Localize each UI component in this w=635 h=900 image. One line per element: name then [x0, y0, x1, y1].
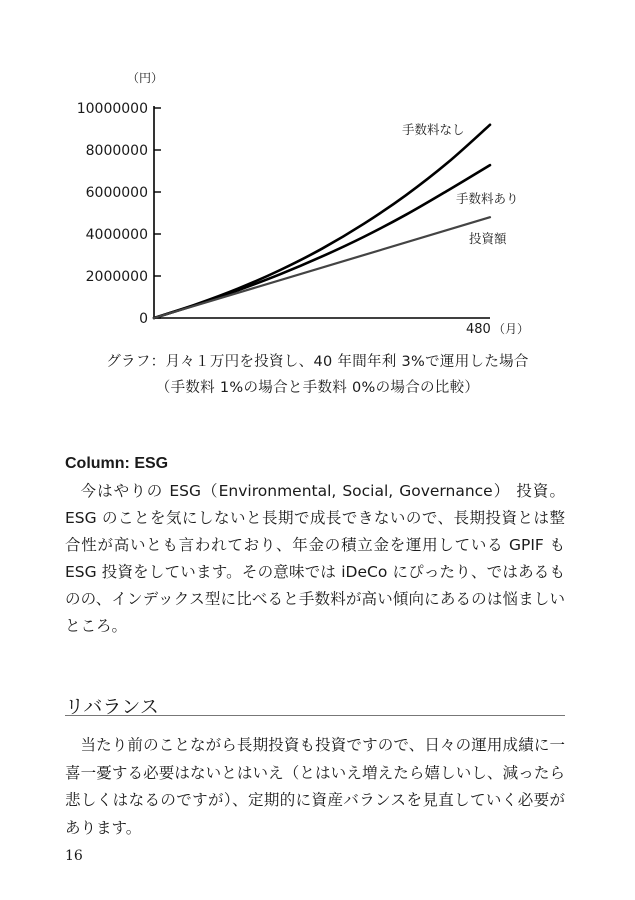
column-body-text: 今はやりの ESG（Environmental, Social, Governance） 投資。ESG のことを気にしないと長期で成長できないので、長期投資とは整合性が高いとも言われており、年金の積立金を運用している GPIF も ESG 投資をしています。その意味では iDeCo にぴったり、ではあるものの、インデックス型に比べると手数料が高い傾向にあるのは悩ましいところ。: [65, 482, 565, 635]
chart-caption-line2: （手数料 1%の場合と手数料 0%の場合の比較）: [155, 380, 480, 396]
x-unit-label: （月）: [493, 322, 530, 336]
series-line: [154, 165, 490, 318]
y-tick-label: 2000000: [85, 269, 148, 285]
page-number: 16: [65, 848, 83, 864]
section-body-text: 当たり前のことながら長期投資も投資ですので、日々の運用成績に一喜一憂する必要はないとはいえ（とはいえ増えたら嬉しいし、減ったら悲しくはなるのですが）、定期的に資産バランスを見直していく必要があります。: [65, 736, 565, 837]
series-label: 手数料あり: [456, 191, 519, 206]
series-label: 投資額: [469, 231, 507, 246]
section-heading: リバランス: [65, 696, 159, 718]
column-title: Column: ESG: [65, 455, 169, 472]
series-line: [154, 217, 490, 318]
y-tick-label: 0: [139, 311, 148, 327]
series-line: [154, 125, 490, 318]
y-unit-label: （円）: [127, 71, 164, 85]
y-tick-label: 6000000: [85, 185, 148, 201]
y-tick-label: 4000000: [85, 227, 148, 243]
growth-line-chart: [0, 0, 635, 345]
series-label: 手数料なし: [402, 122, 465, 137]
y-tick-label: 8000000: [85, 143, 148, 159]
chart-caption-line1: グラフ：月々１万円を投資し、40 年間年利 3%で運用した場合: [106, 354, 529, 370]
x-tick-label-480: 480: [466, 322, 491, 337]
section-heading-rule: [65, 715, 565, 716]
y-tick-label: 10000000: [76, 101, 148, 117]
